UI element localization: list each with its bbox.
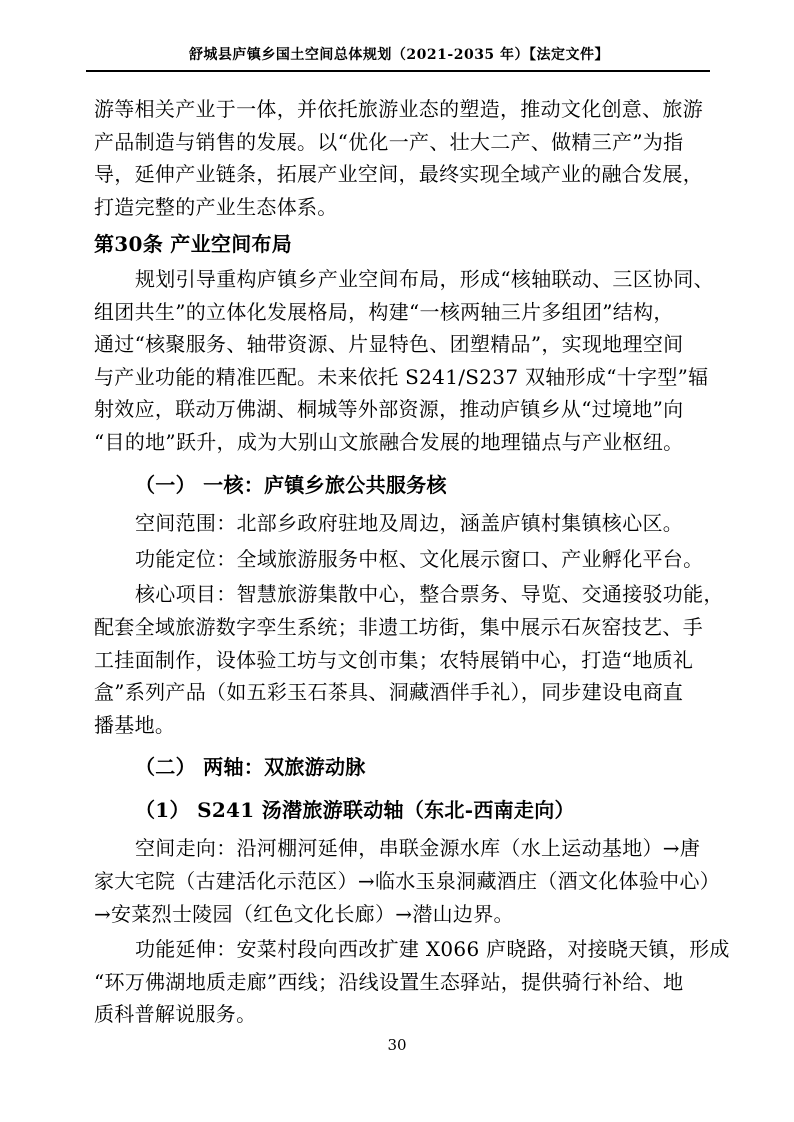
- text-line: 空间走向：沿河棚河延伸，串联金源水库（水上运动基地）→唐: [135, 836, 701, 861]
- text-line: 游等相关产业于一体，并依托旅游业态的塑造，推动文化创意、旅游: [94, 97, 703, 121]
- text-line: 播基地。: [94, 712, 176, 737]
- paragraph-continuation: [94, 93, 706, 223]
- article-heading: 第30条 产业空间布局: [94, 232, 293, 257]
- text-line: 功能定位：全域旅游服务中枢、文化展示窗口、产业孵化平台。: [135, 546, 704, 571]
- paragraph-axis-route: [94, 832, 721, 930]
- text-line: 工挂面制作，设体验工坊与文创市集；农特展销中心，打造“地质礼: [94, 647, 694, 672]
- text-line: 配套全域旅游数字孪生系统；非遗工坊街，集中展示石灰窑技艺、手: [94, 614, 703, 639]
- text-line: 规划引导重构庐镇乡产业空间布局，形成“核轴联动、三区协同、: [135, 266, 714, 291]
- paragraph-function: [94, 543, 706, 576]
- paragraph-axis-function: [94, 933, 730, 1031]
- paragraph-scope: [94, 507, 706, 540]
- document-body: [94, 93, 730, 1034]
- text-line: “目的地”跃升，成为大别山文旅融合发展的地理锚点与产业枢纽。: [94, 429, 684, 454]
- page-number: 30: [387, 1036, 407, 1054]
- axis-one-heading: （1） S241 汤潜旅游联动轴（东北-西南走向）: [135, 797, 575, 822]
- text-line: 功能延伸：安菜村段向西改扩建 X066 庐晓路，对接晓天镇，形成: [135, 937, 730, 962]
- text-line: 组团共生”的立体化发展格局，构建“一核两轴三片多组团”结构，: [94, 299, 674, 324]
- text-line: 质科普解说服务。: [94, 1002, 257, 1027]
- section-one-heading: （一） 一核：庐镇乡旅公共服务核: [135, 472, 447, 497]
- text-line: “环万佛湖地质走廊”西线；沿线设置生态驿站，提供骑行补给、地: [94, 969, 684, 994]
- text-line: →安菜烈士陵园（红色文化长廊）→潜山边界。: [94, 901, 514, 926]
- text-line: 导，延伸产业链条，拓展产业空间，最终实现全域产业的融合发展，: [94, 162, 703, 187]
- text-line: 空间范围：北部乡政府驻地及周边，涵盖庐镇村集镇核心区。: [135, 511, 684, 536]
- paragraph-overview: [94, 263, 714, 459]
- paragraph-core-projects: [94, 578, 724, 741]
- text-line: 射效应，联动万佛湖、桐城等外部资源，推动庐镇乡从“过境地”向: [94, 397, 684, 422]
- text-line: 核心项目：智慧旅游集散中心，整合票务、导览、交通接驳功能，: [135, 582, 724, 607]
- page-header-title: 舒城县庐镇乡国土空间总体规划（2021-2035 年）【法定文件】: [188, 47, 610, 63]
- text-line: 打造完整的产业生态体系。: [94, 194, 338, 219]
- text-line: 与产业功能的精准匹配。未来依托 S241/S237 双轴形成“十字型”辐: [94, 364, 709, 389]
- text-line: 盒”系列产品（如五彩玉石茶具、洞藏酒伴手礼），同步建设电商直: [94, 680, 684, 705]
- section-two-heading: （二） 两轴：双旅游动脉: [135, 755, 366, 780]
- text-line: 家大宅院（古建活化示范区）→临水玉泉洞藏酒庄（酒文化体验中心）: [94, 869, 721, 894]
- text-line: 产品制造与销售的发展。以“优化一产、壮大二产、做精三产”为指: [94, 129, 684, 154]
- text-line: 通过“核聚服务、轴带资源、片显特色、团塑精品”，实现地理空间: [94, 332, 684, 357]
- header-rule: [86, 70, 710, 72]
